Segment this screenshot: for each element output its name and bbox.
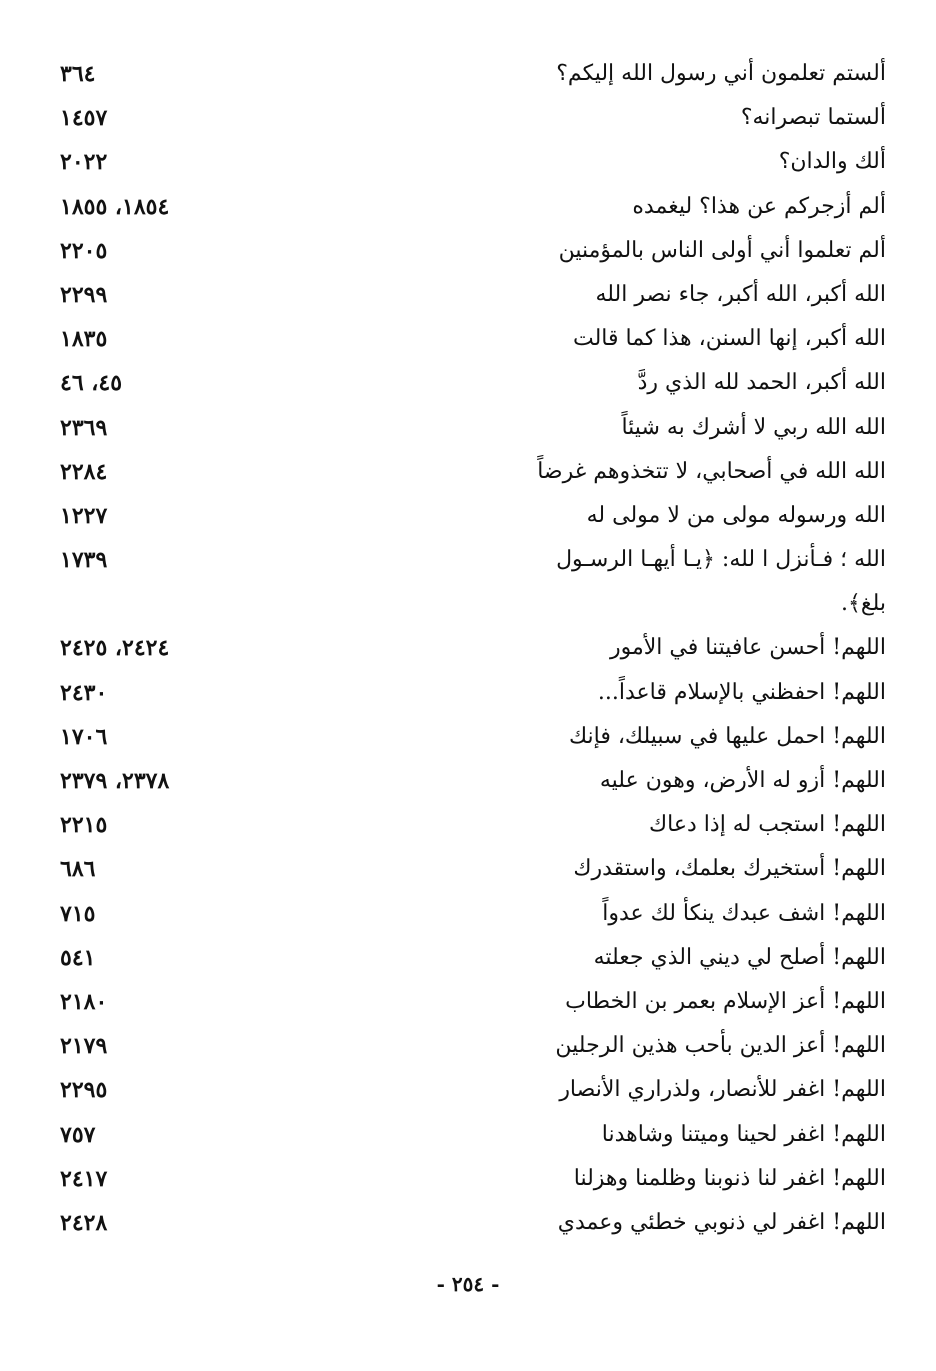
index-entry bbox=[60, 538, 886, 582]
entry-reference-numbers: ٢٤١٧ bbox=[60, 1165, 108, 1192]
index-entry bbox=[60, 273, 886, 317]
entry-reference-numbers: ٢٢٩٥ bbox=[60, 1077, 108, 1104]
index-entry bbox=[60, 715, 886, 759]
entry-reference-numbers: ٢٢٨٤ bbox=[60, 458, 108, 485]
entry-reference-numbers: ٢٤٢٤، ٢٤٢٥ bbox=[60, 635, 170, 662]
entry-reference-numbers: ٢٠٢٢ bbox=[60, 149, 108, 176]
entry-reference-numbers: ١٤٥٧ bbox=[60, 105, 108, 132]
entry-text: اللهم! اغفر لي ذنوبي خطئي وعمدي bbox=[557, 1209, 886, 1235]
entry-text: اللهم! اغفر لحينا وميتنا وشاهدنا bbox=[601, 1121, 886, 1147]
index-entry bbox=[60, 361, 886, 405]
index-entry bbox=[60, 582, 886, 626]
entry-text: اللهم! اغفر للأنصار، ولذراري الأنصار bbox=[559, 1077, 886, 1103]
entry-text: اللهم! احمل عليها في سبيلك، فإنك bbox=[568, 723, 886, 749]
entry-reference-numbers: ١٧٠٦ bbox=[60, 723, 108, 750]
entry-reference-numbers: ٧٥٧ bbox=[60, 1121, 96, 1148]
index-entry bbox=[60, 759, 886, 803]
entry-reference-numbers: ٧١٥ bbox=[60, 900, 96, 927]
entry-text: اللهم! احفظني بالإسلام قاعداً... bbox=[597, 679, 886, 705]
index-entry bbox=[60, 52, 886, 96]
entry-text: الله الله ربي لا أشرك به شيئاً bbox=[621, 414, 886, 440]
entry-text: اللهم! أعز الدين بأحب هذين الرجلين bbox=[555, 1033, 886, 1059]
entry-text: الله الله في أصحابي، لا تتخذوهم غرضاً bbox=[537, 458, 886, 484]
entry-reference-numbers: ١٨٥٤، ١٨٥٥ bbox=[60, 193, 170, 220]
entry-reference-numbers: ٢٣٧٨، ٢٣٧٩ bbox=[60, 768, 170, 794]
index-entry bbox=[60, 1157, 886, 1201]
entry-text: اللهم! أحسن عافيتنا في الأمور bbox=[609, 635, 886, 661]
index-entry bbox=[60, 494, 886, 538]
entry-text: الله أكبر، إنها السنن، هذا كما قالت bbox=[572, 326, 886, 352]
entry-text: بلغ﴾. bbox=[841, 591, 886, 617]
index-entry bbox=[60, 450, 886, 494]
entry-text: اللهم! اغفر لنا ذنوبنا وظلمنا وهزلنا bbox=[573, 1165, 886, 1191]
entry-text: ألك والدان؟ bbox=[778, 149, 886, 175]
index-entry bbox=[60, 892, 886, 936]
entry-reference-numbers: ٦٨٦ bbox=[60, 856, 96, 883]
index-entry bbox=[60, 1113, 886, 1157]
entry-reference-numbers: ٢٣٦٩ bbox=[60, 414, 108, 441]
index-entry bbox=[60, 847, 886, 891]
entry-text: اللهم! أعز الإسلام بعمر بن الخطاب bbox=[565, 988, 886, 1014]
entry-text: ألم أزجركم عن هذا؟ ليغمده bbox=[632, 193, 886, 219]
index-entry bbox=[60, 1068, 886, 1112]
index-entry bbox=[60, 96, 886, 140]
index-entry bbox=[60, 626, 886, 670]
index-entry bbox=[60, 229, 886, 273]
hadith-index-list bbox=[60, 52, 886, 1245]
entry-reference-numbers: ٢١٨٠ bbox=[60, 988, 108, 1015]
entry-reference-numbers: ٤٥، ٤٦ bbox=[60, 370, 123, 397]
entry-reference-numbers: ٣٦٤ bbox=[60, 61, 96, 87]
entry-text: ألستم تعلمون أني رسول الله إليكم؟ bbox=[556, 61, 886, 86]
entry-reference-numbers: ٢٤٢٨ bbox=[60, 1209, 108, 1236]
index-entry bbox=[60, 803, 886, 847]
index-entry bbox=[60, 1201, 886, 1245]
entry-reference-numbers: ٢١٧٩ bbox=[60, 1033, 108, 1060]
index-entry bbox=[60, 140, 886, 184]
entry-reference-numbers: ٢٢٠٥ bbox=[60, 237, 108, 264]
entry-text: الله أكبر، الحمد لله الذي ردَّ bbox=[637, 370, 886, 396]
entry-text: اللهم! أستخيرك بعلمك، واستقدرك bbox=[573, 856, 886, 882]
index-entry bbox=[60, 671, 886, 715]
entry-text: الله ورسوله مولى من لا مولى له bbox=[586, 502, 886, 528]
entry-text: اللهم! أصلح لي ديني الذي جعلته bbox=[593, 944, 886, 970]
entry-text: اللهم! اشف عبدك ينكأ لك عدواً bbox=[602, 900, 886, 926]
index-entry bbox=[60, 1024, 886, 1068]
entry-reference-numbers: ٢٢١٥ bbox=[60, 812, 108, 839]
entry-text: الله ؛ فـأنزل ا لله: ﴿يـا أيهـا الرسـول bbox=[556, 547, 886, 573]
entry-text: ألم تعلموا أني أولى الناس بالمؤمنين bbox=[558, 237, 886, 263]
entry-text: اللهم! استجب له إذا دعاك bbox=[649, 812, 886, 838]
entry-reference-numbers: ٢٢٩٩ bbox=[60, 281, 108, 308]
page-number: - ٢٥٤ - bbox=[436, 1272, 500, 1296]
entry-reference-numbers: ١٢٢٧ bbox=[60, 502, 108, 529]
entry-reference-numbers: ٢٤٣٠ bbox=[60, 679, 108, 706]
entry-text: ألستما تبصرانه؟ bbox=[740, 105, 886, 131]
entry-reference-numbers: ١٧٣٩ bbox=[60, 547, 108, 574]
index-entry bbox=[60, 406, 886, 450]
entry-reference-numbers: ١٨٣٥ bbox=[60, 326, 108, 353]
index-entry bbox=[60, 980, 886, 1024]
entry-text: اللهم! أزو له الأرض، وهون عليه bbox=[599, 768, 886, 793]
index-entry bbox=[60, 317, 886, 361]
index-entry bbox=[60, 936, 886, 980]
entry-reference-numbers: ٥٤١ bbox=[60, 944, 96, 971]
entry-text: الله أكبر، الله أكبر، جاء نصر الله bbox=[595, 281, 886, 307]
index-entry bbox=[60, 185, 886, 229]
